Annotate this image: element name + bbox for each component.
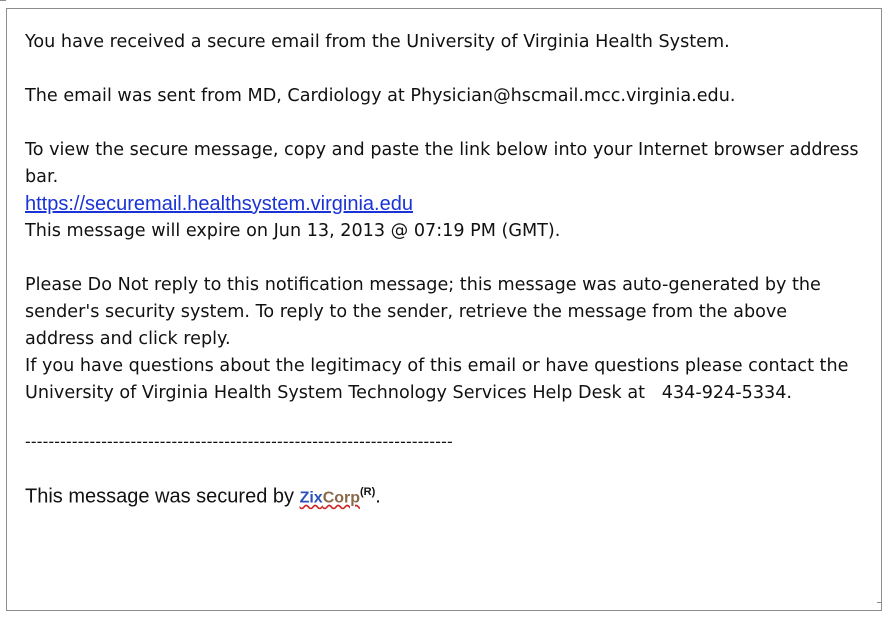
corner-mark-bottom [877, 602, 881, 604]
corner-mark [0, 0, 6, 3]
sender-line: The email was sent from MD, Cardiology at Physician@hscmail.mcc.virginia.edu. [25, 86, 736, 106]
divider-line: ------------------------------------------------------------------------- [25, 432, 453, 451]
email-content [25, 29, 860, 512]
expiry-notice: This message will expire on Jun 13, 2013 @ 07:19 PM (GMT). [25, 221, 561, 241]
footer-prefix: This message was secured by [25, 485, 300, 508]
brand-corp: Corp [322, 489, 361, 507]
do-not-reply-notice: Please Do Not reply to this notification message; this message was auto-generated by the sender's security system. To reply to the sender, retrieve the message from the above address and click reply. [25, 275, 821, 349]
intro-line: You have received a secure email from the University of Virginia Health System. [25, 32, 730, 52]
brand-zix: Zix [299, 489, 323, 507]
help-desk-notice: If you have questions about the legitimacy of this email or have questions please contact the University of Virginia Health System Technology Services Help Desk at 434-924-5334. [25, 356, 855, 403]
zixcorp-logo-text[interactable] [300, 490, 360, 507]
email-body-frame [6, 8, 882, 611]
view-instructions: To view the secure message, copy and paste the link below into your Internet browser address bar. [25, 140, 859, 187]
registered-mark: (R) [360, 486, 376, 498]
footer-suffix: . [375, 485, 381, 508]
secured-by-footer [25, 479, 860, 512]
secure-message-link[interactable]: https://securemail.healthsystem.virginia.edu [25, 193, 413, 215]
